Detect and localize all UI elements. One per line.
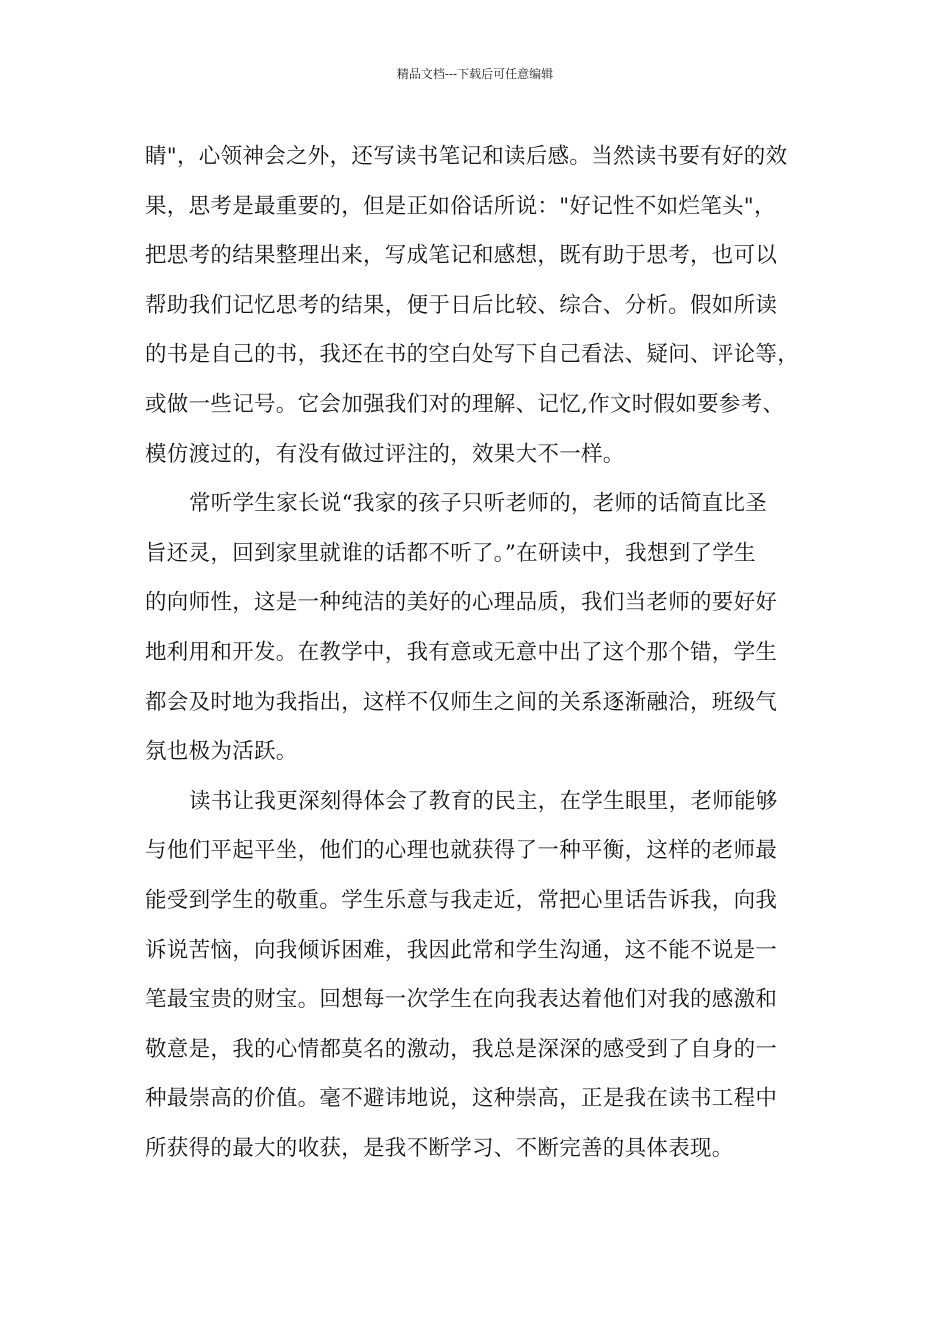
page-header: 精品文档---下载后可任意编辑 [396,67,554,81]
text-line: 与他们平起平坐，他们的心理也就获得了一种平衡，这样的老师最 [145,838,778,864]
text-line: 都会及时地为我指出，这样不仅师生之间的关系逐渐融洽，班级气 [145,689,778,715]
text-line: 果，思考是最重要的，但是正如俗话所说："好记性不如烂笔头"， [145,193,776,219]
text-line: 能受到学生的敬重。学生乐意与我走近，常把心里话告诉我，向我 [145,887,778,913]
text-line: 或做一些记号。它会加强我们对的理解、记忆,作文时假如要参考、 [145,391,785,417]
text-line: 的向师性，这是一种纯洁的美好的心理品质，我们当老师的要好好 [145,590,778,616]
text-line: 笔最宝贵的财宝。回想每一次学生在向我表达着他们对我的感激和 [145,987,778,1013]
text-line: 旨还灵，回到家里就谁的话都不听了。”在研读中，我想到了学生 [145,540,756,566]
text-line: 所获得的最大的收获，是我不断学习、不断完善的具体表现。 [145,1135,734,1161]
text-line: 的书是自己的书，我还在书的空白处写下自己看法、疑问、评论等， [145,342,800,368]
text-line: 敬意是，我的心情都莫名的激动，我总是深深的感受到了自身的一 [145,1036,778,1062]
text-line: 睛"，心领神会之外，还写读书笔记和读后感。当然读书要有好的效 [145,144,788,169]
paragraph-3 [145,777,810,1174]
paragraph-2 [145,479,810,777]
text-line: 模仿渡过的，有没有做过评注的，效果大不一样。 [145,441,625,467]
text-line: 种最崇高的价值。毫不避讳地说，这种崇高，正是我在读书工程中 [145,1086,778,1112]
text-line: 氛也极为活跃。 [145,739,298,765]
text-line: 诉说苦恼，向我倾诉困难，我因此常和学生沟通，这不能不说是一 [145,937,778,963]
text-line: 读书让我更深刻得体会了教育的民主，在学生眼里，老师能够 [189,788,778,814]
document-body [145,132,810,1173]
text-line: 常听学生家长说“我家的孩子只听老师的，老师的话简直比圣 [189,491,768,517]
text-line: 把思考的结果整理出来，写成笔记和感想，既有助于思考，也可以 [145,243,778,269]
text-line: 地利用和开发。在教学中，我有意或无意中出了这个那个错，学生 [145,639,778,665]
text-line: 帮助我们记忆思考的结果，便于日后比较、综合、分析。假如所读 [145,292,778,318]
paragraph-1 [145,132,810,479]
